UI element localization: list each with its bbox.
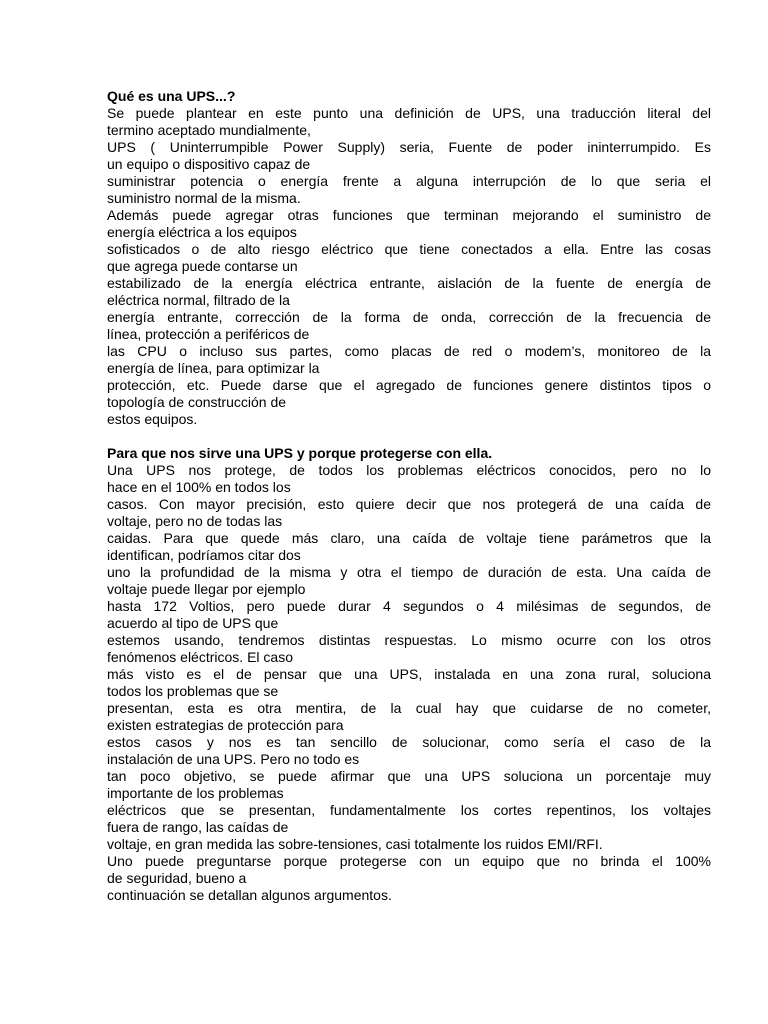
section-why-ups	[107, 445, 711, 904]
body-text-line: de seguridad, bueno a	[107, 870, 247, 886]
body-text-line: Una UPS nos protege, de todos los problemas eléctricos conocidos, pero no lo	[107, 462, 711, 478]
body-text-line: estemos usando, tendremos distintas respuestas. Lo mismo ocurre con los otros	[107, 632, 711, 648]
body-text-line: estos casos y nos es tan sencillo de solucionar, como sería el caso de la	[107, 734, 711, 750]
body-text-line: uno la profundidad de la misma y otra el tiempo de duración de esta. Una caída de	[107, 564, 711, 580]
section-heading: Qué es una UPS...?	[107, 88, 236, 104]
body-text-line: las CPU o incluso sus partes, como placas de red o modem’s, monitoreo de la	[107, 343, 711, 359]
body-text-line: identifican, podríamos citar dos	[107, 547, 301, 563]
body-text-line: más visto es el de pensar que una UPS, instalada en una zona rural, soluciona	[107, 666, 711, 682]
body-text-line: voltaje puede llegar por ejemplo	[107, 581, 306, 597]
body-text-line: que agrega puede contarse un	[107, 258, 298, 274]
body-text-line: Se puede plantear en este punto una definición de UPS, una traducción literal del	[107, 105, 711, 121]
body-text-line: existen estrategias de protección para	[107, 717, 344, 733]
section-what-is-ups	[107, 88, 711, 428]
body-text-line: sofisticados o de alto riesgo eléctrico que tiene conectados a ella. Entre las cosas	[107, 241, 711, 257]
body-text-line: termino aceptado mundialmente,	[107, 122, 311, 138]
body-text-line: UPS ( Uninterrumpible Power Supply) seria, Fuente de poder ininterrumpido. Es	[107, 139, 711, 155]
body-text-line: tan poco objetivo, se puede afirmar que una UPS soluciona un porcentaje muy	[107, 768, 711, 784]
body-text-line: importante de los problemas	[107, 785, 284, 801]
body-text-line: estos equipos.	[107, 411, 198, 427]
body-text-line: topología de construcción de	[107, 394, 287, 410]
section-body	[107, 105, 711, 428]
paragraph-gap	[107, 428, 711, 445]
body-text-line: voltaje, pero no de todas las	[107, 513, 283, 529]
body-text-line: Uno puede preguntarse porque protegerse con un equipo que no brinda el 100%	[107, 853, 711, 869]
body-text-line: fuera de rango, las caídas de	[107, 819, 289, 835]
body-text-line: energía entrante, corrección de la forma de onda, corrección de la frecuencia de	[107, 309, 711, 325]
section-heading: Para que nos sirve una UPS y porque protegerse con ella.	[107, 445, 493, 461]
body-text-line: Además puede agregar otras funciones que terminan mejorando el suministro de	[107, 207, 711, 223]
body-text-line: caidas. Para que quede más claro, una caída de voltaje tiene parámetros que la	[107, 530, 711, 546]
body-text-line: instalación de una UPS. Pero no todo es	[107, 751, 360, 767]
body-text-line: un equipo o dispositivo capaz de	[107, 156, 311, 172]
body-text-line: hace en el 100% en todos los	[107, 479, 291, 495]
body-text-line: energía de línea, para optimizar la	[107, 360, 320, 376]
body-text-line: voltaje, en gran medida las sobre-tensiones, casi totalmente los ruidos EMI/RFI.	[107, 836, 603, 852]
body-text-line: protección, etc. Puede darse que el agregado de funciones genere distintos tipos o	[107, 377, 711, 393]
body-text-line: todos los problemas que se	[107, 683, 279, 699]
body-text-line: estabilizado de la energía eléctrica entrante, aislación de la fuente de energía de	[107, 275, 711, 291]
body-text-line: suministro normal de la misma.	[107, 190, 301, 206]
body-text-line: presentan, esta es otra mentira, de la cual hay que cuidarse de no cometer,	[107, 700, 711, 716]
body-text-line: energía eléctrica a los equipos	[107, 224, 297, 240]
section-body	[107, 462, 711, 904]
body-text-line: hasta 172 Voltios, pero puede durar 4 segundos o 4 milésimas de segundos, de	[107, 598, 711, 614]
body-text-line: suministrar potencia o energía frente a alguna interrupción de lo que seria el	[107, 173, 711, 189]
body-text-line: casos. Con mayor precisión, esto quiere decir que nos protegerá de una caída de	[107, 496, 711, 512]
body-text-line: continuación se detallan algunos argumentos.	[107, 887, 392, 903]
body-text-line: acuerdo al tipo de UPS que	[107, 615, 279, 631]
body-text-line: fenómenos eléctricos. El caso	[107, 649, 293, 665]
body-text-line: eléctrica normal, filtrado de la	[107, 292, 290, 308]
body-text-line: línea, protección a periféricos de	[107, 326, 310, 342]
body-text-line: eléctricos que se presentan, fundamentalmente los cortes repentinos, los voltajes	[107, 802, 711, 818]
